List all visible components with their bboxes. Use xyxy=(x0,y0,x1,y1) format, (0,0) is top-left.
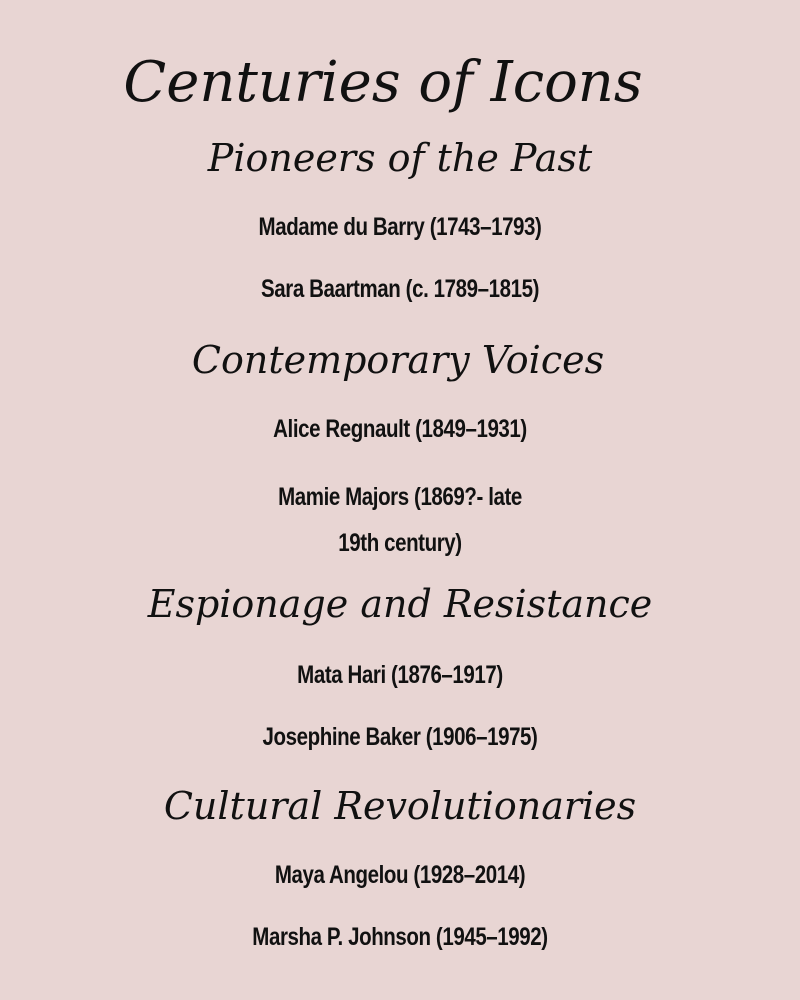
list-item: Sara Baartman (c. 1789–1815) xyxy=(260,275,539,303)
section-heading-pioneers: Pioneers of the Past xyxy=(207,136,593,180)
list-item: Madame du Barry (1743–1793) xyxy=(258,213,542,241)
section-heading-cultural: Cultural Revolutionaries xyxy=(163,784,637,828)
page-title: Centuries of Icons xyxy=(123,50,643,115)
list-item: Alice Regnault (1849–1931) xyxy=(273,415,527,443)
list-item: Mamie Majors (1869?- late 19th century) xyxy=(278,483,522,557)
list-item: Mata Hari (1876–1917) xyxy=(297,661,503,689)
section-heading-contemporary: Contemporary Voices xyxy=(191,338,605,382)
list-item: Josephine Baker (1906–1975) xyxy=(262,723,538,751)
list-item: Maya Angelou (1928–2014) xyxy=(274,861,526,889)
section-heading-espionage: Espionage and Resistance xyxy=(147,582,653,626)
list-item: Marsha P. Johnson (1945–1992) xyxy=(252,923,548,951)
